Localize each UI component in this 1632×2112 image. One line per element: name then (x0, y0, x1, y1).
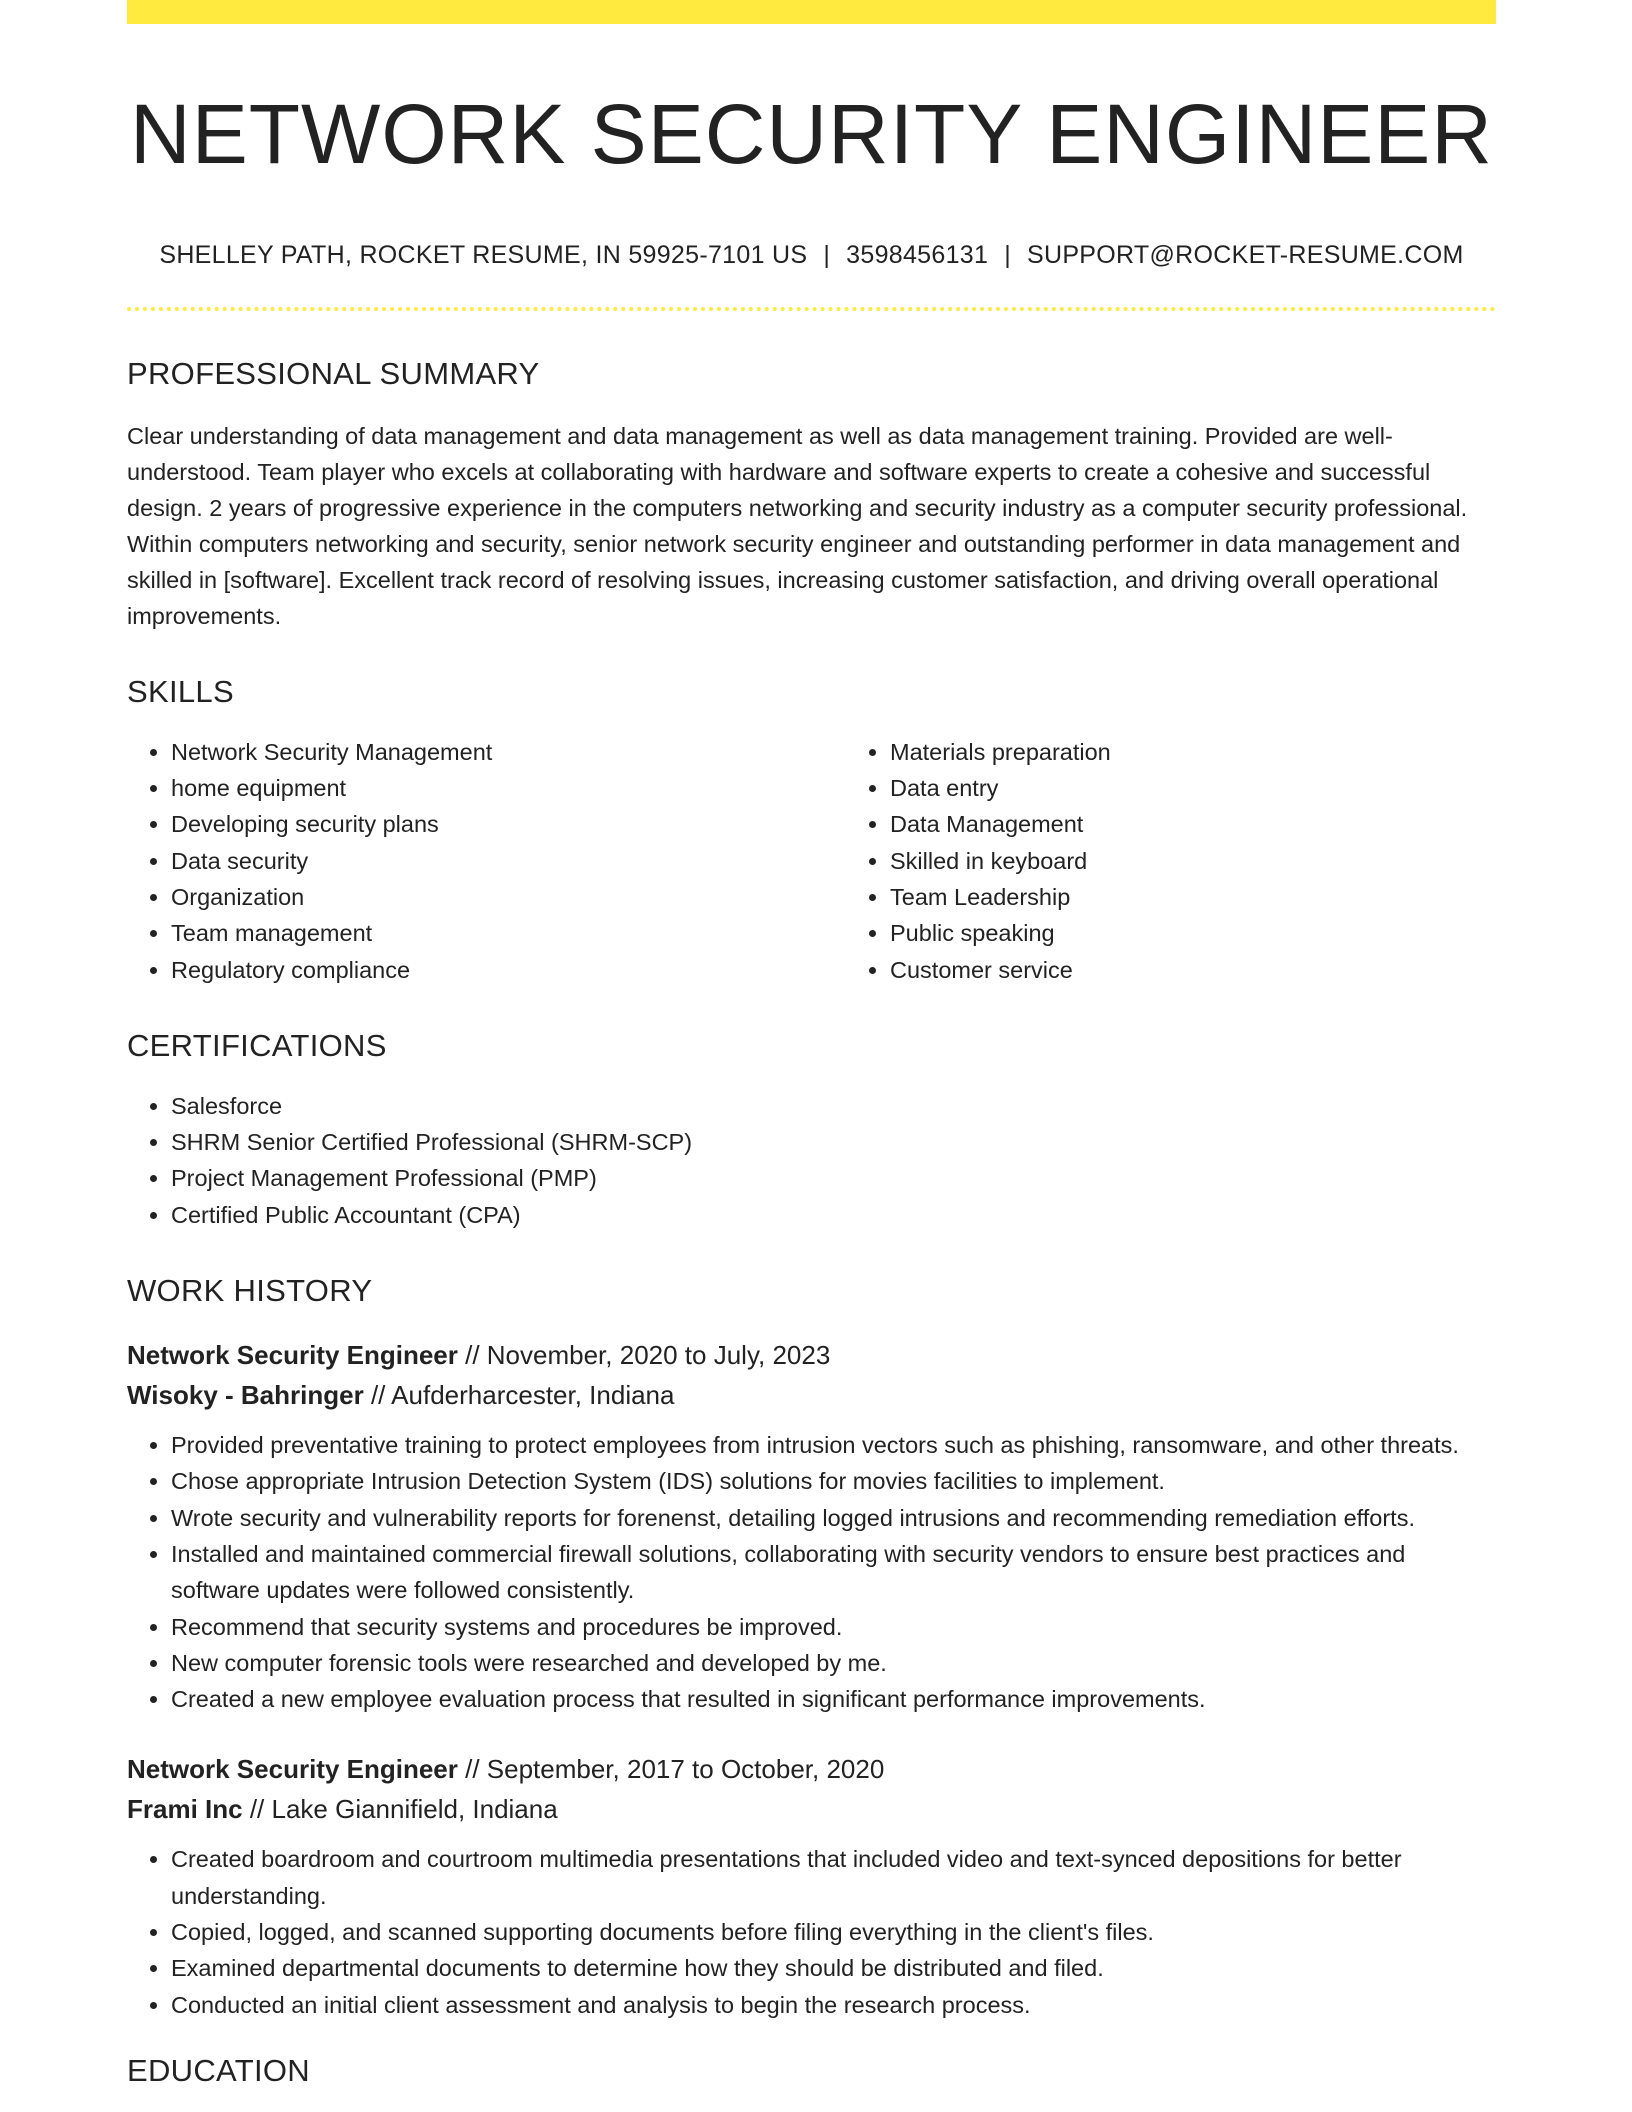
skill-item: • Skilled in keyboard (890, 843, 1565, 879)
job-bullet: • Provided preventative training to protect employees from intrusion vectors such as phishing, ransomware, and other threats. (171, 1427, 1496, 1463)
dotted-divider (127, 307, 1496, 311)
accent-top-bar (127, 0, 1496, 24)
job-bullet: • Conducted an initial client assessment and analysis to begin the research process. (171, 1987, 1496, 2023)
job-location: // Aufderharcester, Indiana (363, 1380, 675, 1411)
job-bullet: • Copied, logged, and scanned supporting documents before filing everything in the client's files. (171, 1914, 1496, 1950)
job-bullet: • Created a new employee evaluation process that resulted in significant performance improvements. (171, 1681, 1496, 1717)
skills-heading: SKILLS (127, 673, 234, 709)
summary-text: Clear understanding of data management and data management as well as data management training. Provided are well-understood. Team player who excels at collaborating with hardware and software experts to create a cohesive and successful design. 2 years of progressive experience in the computers networking and security industry as a computer security professional. Within computers networking and security, senior network security engineer and outstanding performer in data management and skilled in [software]. Excellent track record of resolving issues, increasing customer satisfaction, and driving overall operational improvements. (127, 422, 1468, 629)
job-dates: // November, 2020 to July, 2023 (457, 1340, 831, 1371)
skill-item: • Customer service (890, 952, 1565, 988)
contact-phone[interactable]: 3598456131 (846, 240, 989, 269)
contact-line (127, 241, 1496, 270)
job-company-line (127, 1789, 1496, 1829)
education-heading: EDUCATION (127, 2052, 310, 2088)
job-entry (127, 1335, 1496, 1717)
job-role: Network Security Engineer (127, 1754, 458, 1785)
job-bullet: • New computer forensic tools were researched and developed by me. (171, 1645, 1496, 1681)
job-bullets (127, 1841, 1496, 2022)
skill-item: • Public speaking (890, 915, 1565, 951)
job-bullet: • Created boardroom and courtroom multimedia presentations that included video and text-synced depositions for better understanding. (171, 1841, 1496, 1914)
job-bullet: • Chose appropriate Intrusion Detection System (IDS) solutions for movies facilities to implement. (171, 1463, 1496, 1499)
skill-item: • home equipment (171, 770, 846, 806)
certification-item: • Salesforce (171, 1088, 1496, 1124)
skill-item: • Materials preparation (890, 734, 1565, 770)
skill-item: • Data security (171, 843, 846, 879)
job-bullets (127, 1427, 1496, 1717)
job-company: Wisoky - Bahringer (127, 1380, 364, 1411)
job-bullet: • Wrote security and vulnerability reports for forenenst, detailing logged intrusions and recommending remediation efforts. (171, 1500, 1496, 1536)
skills-columns (127, 734, 1496, 988)
resume-title: NETWORK SECURITY ENGINEER (130, 87, 1493, 181)
contact-separator: | (823, 240, 831, 269)
skill-item: • Data entry (890, 770, 1565, 806)
job-bullet: • Installed and maintained commercial firewall solutions, collaborating with security vendors to ensure best practices and software updates were followed consistently. (171, 1536, 1496, 1609)
summary-heading: PROFESSIONAL SUMMARY (127, 355, 540, 391)
skill-item: • Data Management (890, 806, 1565, 842)
job-location: // Lake Giannifield, Indiana (242, 1794, 558, 1825)
skill-item: • Team Leadership (890, 879, 1565, 915)
job-role-line (127, 1749, 1496, 1789)
work-history-heading: WORK HISTORY (127, 1273, 373, 1309)
job-company: Frami Inc (127, 1794, 243, 1825)
skill-item: • Developing security plans (171, 806, 846, 842)
job-bullet: • Examined departmental documents to determine how they should be distributed and filed. (171, 1950, 1496, 1986)
certification-item: • Certified Public Accountant (CPA) (171, 1197, 1496, 1233)
job-role: Network Security Engineer (127, 1340, 458, 1371)
job-bullet: • Recommend that security systems and procedures be improved. (171, 1609, 1496, 1645)
skill-item: • Organization (171, 879, 846, 915)
certifications-list (127, 1088, 1496, 1233)
job-role-line (127, 1335, 1496, 1375)
certifications-heading: CERTIFICATIONS (127, 1027, 387, 1063)
contact-email[interactable]: SUPPORT@ROCKET-RESUME.COM (1027, 240, 1464, 269)
skill-item: • Regulatory compliance (171, 952, 846, 988)
job-dates: // September, 2017 to October, 2020 (457, 1754, 885, 1785)
certification-item: • Project Management Professional (PMP) (171, 1160, 1496, 1196)
job-entry (127, 1749, 1496, 2022)
skill-item: • Team management (171, 915, 846, 951)
job-company-line (127, 1375, 1496, 1415)
certification-item: • SHRM Senior Certified Professional (SHRM-SCP) (171, 1124, 1496, 1160)
skills-left-list (127, 734, 846, 988)
contact-address: SHELLEY PATH, ROCKET RESUME, IN 59925-7101 US (159, 240, 808, 269)
skills-right-list (846, 734, 1565, 988)
skill-item: • Network Security Management (171, 734, 846, 770)
contact-separator: | (1004, 240, 1011, 269)
resume-page (127, 0, 1496, 2089)
